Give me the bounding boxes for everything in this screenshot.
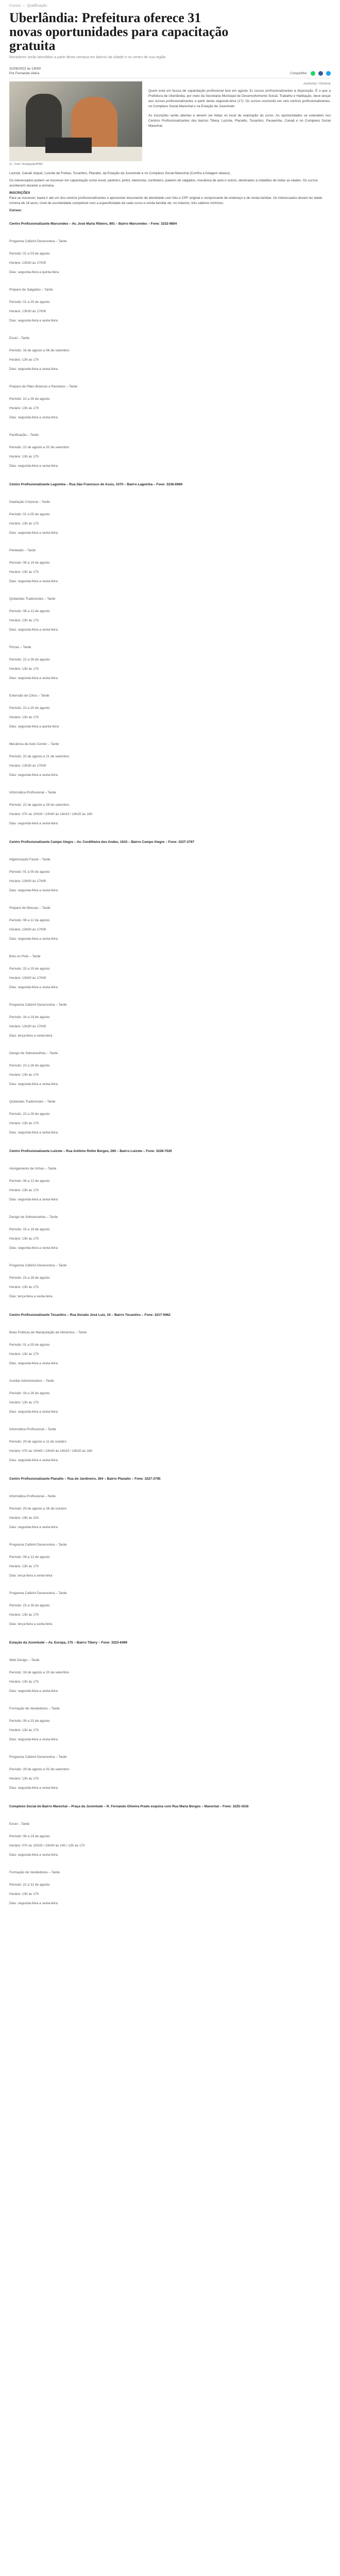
course-detail-line: Período: 23 a 26 de agosto (9, 1604, 50, 1607)
center-heading: Complexo Social do Bairro Marechal – Praça da Juventude – R. Fernando Oliveira Prado esquina com Rua Maria Borges – Marechal – Fone: 3225-1616 (9, 1805, 249, 1808)
course-title: Programa CaféArt Desenvolva – Tarde (9, 1264, 67, 1267)
course-detail-line: Período: 22 a 26 de agosto (9, 397, 50, 401)
center-heading: Centro Profissionalizante Tocantins – Rua Dorado José Luiz, 10 – Bairro Tocantins – Fone: 3217-9462 (9, 1313, 171, 1317)
center-heading: Estação da Juventude – Av. Europa, 175 – Bairro Tibery – Fone: 3223-6499 (9, 1641, 128, 1645)
course-title: Depilação Corporal – Tarde (9, 500, 50, 504)
course-title: Preparo de Salgados – Tarde (9, 288, 53, 292)
article-meta (9, 66, 41, 76)
course-title: Auxiliar Administrativo – Tarde (9, 1379, 54, 1383)
course-detail-line: Dias: segunda-feira a sexta-feira (9, 531, 58, 535)
course-detail-line: Período: 01 a 03 de agosto (9, 252, 50, 256)
course-detail-line: Horário: 07h às 10h40 / 10h40 às 14h20 / 14h20 às 18h (9, 1449, 93, 1453)
course-item (9, 954, 331, 990)
course-detail-line: Horário: 13h30 às 17h00 (9, 261, 46, 265)
photo-laptop (45, 138, 92, 153)
course-detail-line: Horário: 13h às 17h (9, 1122, 39, 1125)
course-detail-line: Período: 15 a 19 de agosto (9, 1228, 50, 1231)
course-detail-line: Período: 16 de agosto a 06 de setembro (9, 349, 70, 352)
course-detail-line: Horário: 13h às 17h (9, 716, 39, 719)
course-detail-line: Horário: 13h às 17h (9, 1892, 39, 1896)
lead-paragraph-1: Quem está em busca de capacitação profissional terá em agosto 31 cursos profissionalizantes à disposição. É o que a Prefeitura de Uberlândia, por meio da Secretaria Municipal de Desenvolvimento Social, Trabalho e Habitação, deve lançar aos cursos profissionalizantes a partir desta segunda-feira (17). Os cursos ocorrerão em seis centros profissionalizantes, no Complexo Social Marechal e na Estação de Juventude. (148, 89, 331, 108)
course-detail-line: Dias: terça-feira a sexta-feira (9, 1034, 53, 1038)
course-item (9, 1379, 331, 1415)
course-item (9, 287, 331, 324)
course-title: Preparo de Pães Brancos e Recheios – Tarde (9, 385, 78, 388)
article-photo (9, 81, 142, 161)
course-title: Penteado – Tarde (9, 549, 36, 552)
course-detail-line: Período: 22 a 31 de agosto (9, 1883, 50, 1887)
course-item (9, 433, 331, 469)
facebook-icon[interactable] (318, 71, 323, 76)
course-detail-line: Horário: 07h às 10h30 / 10h40 às 14h10 / 14h20 às 18h (9, 812, 93, 816)
course-detail-line: Período: 16 de agosto a 20 de setembro (9, 1671, 70, 1674)
course-detail-line: Horário: 07h às 10h30 / 10h40 às 14h / 13h às 17h (9, 1844, 85, 1848)
inscricoes-paragraph: Para se inscrever, basta ir até um dos centros profissionalizantes e apresentar documento de identidade com foto e CPF original e comprovante de endereço e de renda familiar. Os interessados devem ter idade mínima de 16 anos, nível de escolaridade compatível com a especificidade de cada curso e renda familiar de, no máximo, três salários mínimos. (9, 196, 322, 205)
course-item (9, 1494, 331, 1530)
course-detail-line: Horário: 13h às 17h (9, 1073, 39, 1077)
course-title: Quitandas Tradicionais – Tarde (9, 1100, 56, 1104)
course-title: Programa CaféArt Desenvolva – Tarde (9, 1003, 67, 1007)
course-detail-line: Período: 29 de agosto a 11 de outubro (9, 1440, 66, 1444)
note-paragraph: Os interessados podem se inscrever em capacitação como excel, pedreiro, pintor, eletricista, confeiteiro, padeiro de salgados, mecânica de auto e outros, destinados a cidadãos de todas as idades. Os cursos acontecem durante a semana. (9, 179, 318, 188)
course-detail-line: Dias: segunda-feira a sexta-feira (9, 1198, 58, 1201)
course-title: Design de Sobrancelhas – Tarde (9, 1052, 58, 1055)
course-title: Excel – Tarde (9, 336, 30, 340)
course-detail-line: Dias: segunda-feira a sexta-feira (9, 319, 58, 323)
course-detail-line: Dias: segunda-feira a sexta-feira (9, 1362, 58, 1365)
course-detail-line: Horário: 13h às 17h (9, 455, 39, 459)
course-title: Quitandas Tradicionais – Tarde (9, 597, 56, 601)
course-title: Formação de Vendedores – Tarde (9, 1871, 60, 1874)
course-title: Formação de Vendedores – Tarde (9, 1707, 60, 1710)
course-detail-line: Horário: 13h às 17h (9, 1189, 39, 1192)
share-label: Compartilhe: (290, 72, 308, 75)
course-detail-line: Horário: 13h às 17h (9, 570, 39, 574)
course-detail-line: Dias: segunda-feira a sexta-feira (9, 937, 58, 941)
course-item (9, 500, 331, 536)
centers-list (9, 222, 331, 1906)
article-meta-row (9, 66, 331, 76)
course-item (9, 1870, 331, 1906)
lead-image-wrapper (9, 81, 142, 166)
course-detail-line: Dias: segunda-feira a sexta-feira (9, 416, 58, 419)
course-item (9, 384, 331, 420)
course-title: Informática Profissional – Tarde (9, 1428, 56, 1431)
course-item (9, 645, 331, 681)
course-title: Panificação – Tarde (9, 433, 39, 437)
course-detail-line: Dias: segunda-feira a sexta-feira (9, 1082, 58, 1086)
course-detail-line: Horário: 13h às 17h (9, 1728, 39, 1732)
course-detail-line: Horário: 13h às 17h (9, 619, 39, 622)
course-detail-line: Dias: segunda-feira a sexta-feira (9, 1738, 58, 1741)
course-detail-line: Dias: segunda-feira a sexta-feira (9, 822, 58, 825)
course-detail-line: Dias: segunda-feira a quinta-feira (9, 725, 59, 728)
font-size-control[interactable]: Aumentar / Diminuir (303, 82, 331, 86)
course-title: Design de Sobrancelhas – Tarde (9, 1215, 58, 1219)
course-detail-line: Dias: segunda-feira a sexta-feira (9, 1410, 58, 1414)
course-detail-line: Período: 23 a 26 de agosto (9, 1276, 50, 1280)
lead-paragraph-2: As inscrições serão abertas e devem ser feitas no local de realização do curso. As oportunidades se estendem nos Centros Profissionalizantes dos bairros Tibery, Luizote, Planalto, Tocantins, Pacaembu, Canaã e no Complexo Social Marechal. (148, 114, 331, 128)
course-detail-line: Horário: 13h às 17h (9, 667, 39, 671)
course-detail-line: Horário: 13h às 17h (9, 1285, 39, 1289)
course-detail-line: Horário: 13h às 17h (9, 522, 39, 526)
course-item (9, 1658, 331, 1694)
course-detail-line: Dias: segunda-feira a sexta-feira (9, 367, 58, 371)
course-detail-line: Horário: 19h às 22h (9, 1516, 39, 1520)
center-heading: Centro Profissionalizante Marcondes – Av. José Maria Ribeiro, 891 – Bairro Marcondes – Fone: 3232-9804 (9, 222, 177, 226)
course-item (9, 1330, 331, 1366)
course-detail-line: Dias: segunda-feira a sexta-feira (9, 986, 58, 989)
course-detail-line: Dias: terça-feira a sexta-feira (9, 1295, 53, 1298)
course-detail-line: Período: 08 a 12 de agosto (9, 609, 50, 613)
course-detail-line: Período: 01 a 05 de agosto (9, 1343, 50, 1347)
course-title: Bolo no Pote – Tarde (9, 955, 41, 958)
course-detail-line: Dias: segunda-feira a sexta-feira (9, 676, 58, 680)
center-heading: Centro Profissionalizante Campo Alegre – Av. Cordilheira dos Andes, 1615 – Bairro Campo Alegre – Fone: 3227-2767 (9, 840, 195, 844)
course-title: Extensão de Cílios – Tarde (9, 694, 49, 698)
course-detail-line: Período: 09 a 12 de agosto (9, 1555, 50, 1559)
center-heading: Centro Profissionalizante Luizote – Rua Antônio Rolim Borges, 260 – Bairro Luizote – Fone: 3228-7020 (9, 1149, 172, 1153)
course-item (9, 1822, 331, 1858)
course-item (9, 1706, 331, 1742)
breadcrumb (9, 0, 331, 8)
course-item (9, 1215, 331, 1251)
course-detail-line: Período: 01 a 05 de agosto (9, 870, 50, 874)
course-detail-line: Período: 16 a 26 de agosto (9, 1392, 50, 1395)
course-item (9, 239, 331, 275)
course-detail-line: Dias: segunda-feira a sexta-feira (9, 1526, 58, 1529)
course-detail-line: Período: 08 a 12 de agosto (9, 919, 50, 922)
course-title: Mecânica de Auto Center – Tarde (9, 742, 59, 746)
course-title: Programa CaféArt Desenvolva – Tarde (9, 1543, 67, 1547)
breadcrumb-item-cursos[interactable]: Cursos (9, 4, 21, 8)
course-item (9, 1263, 331, 1299)
course-item (9, 1166, 331, 1202)
course-title: Pizzas – Tarde (9, 646, 31, 649)
course-detail-line: Dias: segunda-feira a sexta-feira (9, 1786, 58, 1790)
course-detail-line: Horário: 13h às 17h (9, 1352, 39, 1356)
course-item (9, 906, 331, 942)
share-bar (290, 71, 331, 76)
course-detail-line: Período: 01 a 05 de agosto (9, 513, 50, 516)
course-detail-line: Dias: segunda-feira a sexta-feira (9, 580, 58, 583)
course-title: Programa CaféArt Desenvolva – Tarde (9, 240, 67, 243)
course-detail-line: Dias: segunda-feira a sexta-feira (9, 1853, 58, 1857)
cursos-label: Cursos: (9, 209, 22, 212)
course-detail-line: Dias: segunda-feira a sexta-feira (9, 1689, 58, 1693)
course-title: Alongamento de Unhas – Tarde (9, 1167, 57, 1171)
course-title: Boas Práticas de Manipulação de Alimentos – Tarde (9, 1331, 87, 1334)
course-detail-line: Período: 22 a 26 de agosto (9, 658, 50, 662)
inscricoes-heading: INSCRIÇÕES (9, 191, 30, 195)
author-name: Por Fernanda Vieira (9, 72, 40, 75)
course-detail-line: Período: 29 de agosto a 26 de outubro (9, 1507, 67, 1511)
course-item (9, 597, 331, 633)
course-detail-line: Período: 22 de agosto a 21 de setembro (9, 755, 70, 758)
course-detail-line: Período: 22 a 25 de agosto (9, 706, 50, 710)
course-detail-line: Período: 16 a 19 de agosto (9, 1015, 50, 1019)
breadcrumb-item-qualificacao[interactable]: Qualificação (27, 4, 47, 8)
article-body (9, 171, 331, 1906)
course-detail-line: Período: 01 a 25 de agosto (9, 300, 50, 304)
course-title: Excel – Tarde (9, 1822, 30, 1826)
course-item (9, 1099, 331, 1136)
course-detail-line: Período: 09 a 23 de agosto (9, 1719, 50, 1723)
course-detail-line: Horário: 13h às 17h (9, 1613, 39, 1617)
course-item (9, 1003, 331, 1039)
course-detail-line: Horário: 13h às 17h (9, 1401, 39, 1404)
course-title: Preparo de Massas – Tarde (9, 906, 50, 910)
article-subtitle: Moradores serão atendidos a partir desta semana em bairros da cidade e no centro de sua região (9, 56, 166, 59)
course-detail-line: Dias: terça-feira a sexta-feira (9, 1574, 53, 1578)
course-detail-line: Período: 22 a 26 de agosto (9, 1064, 50, 1067)
course-title: Informática Profissional – Tarde (9, 791, 56, 794)
course-item (9, 336, 331, 372)
course-detail-line: Período: 22 de agosto a 02 de setembro (9, 446, 70, 449)
course-detail-line: Horário: 13h às 17h (9, 1237, 39, 1241)
center-heading: Centro Profissionalizante Lagoinha – Rua São Francisco de Assis, 1070 – Bairro Lagoinha – Fone: 3236-6969 (9, 483, 183, 486)
course-detail-line: Horário: 13h00 às 17h00 (9, 976, 46, 980)
course-item (9, 548, 331, 584)
course-detail-line: Dias: terça-feira a sexta-feira (9, 1622, 53, 1626)
course-item (9, 1591, 331, 1627)
course-detail-line: Período: 22 de agosto a 29 de setembro (9, 803, 70, 807)
course-item (9, 693, 331, 730)
course-detail-line: Dias: segunda-feira a sexta-feira (9, 1902, 58, 1905)
course-detail-line: Horário: 13h30 às 17h00 (9, 310, 46, 313)
image-caption: (!) - Foto: Divulgação/PMU (9, 163, 43, 166)
course-item (9, 1543, 331, 1579)
twitter-icon[interactable] (326, 71, 331, 76)
course-detail-line: Horário: 13h às 17h (9, 358, 39, 362)
course-title: Web Design – Tarde (9, 1658, 40, 1662)
course-item (9, 742, 331, 778)
course-detail-line: Dias: segunda-feira a sexta-feira (9, 889, 58, 892)
course-detail-line: Dias: segunda-feira a sexta-feira (9, 1246, 58, 1250)
course-item (9, 1051, 331, 1087)
center-heading: Centro Profissionalizante Planalto – Rua do Jardineiro, 364 – Bairro Planalto – Fone: 3227-2795 (9, 1477, 161, 1481)
course-detail-line: Período: 22 a 26 de agosto (9, 1112, 50, 1116)
lead-text (148, 81, 331, 166)
publish-date: 31/08/2022 às 13h00 (9, 67, 41, 71)
course-detail-line: Período: 08 a 12 de agosto (9, 1179, 50, 1183)
course-item (9, 857, 331, 893)
course-detail-line: Horário: 13h00 às 17h00 (9, 928, 46, 931)
lead-section (9, 81, 331, 166)
course-detail-line: Horário: 13h às 17h (9, 406, 39, 410)
course-item (9, 1427, 331, 1463)
course-title: Higienização Facial – Tarde (9, 858, 50, 861)
course-title: Programa CaféArt Desenvolva – Tarde (9, 1591, 67, 1595)
course-detail-line: Dias: segunda-feira a sexta-feira (9, 1459, 58, 1462)
course-detail-line: Dias: segunda-feira a quinta-feira (9, 270, 59, 274)
course-detail-line: Horário: 13h às 17h (9, 1680, 39, 1684)
course-detail-line: Horário: 13h00 às 17h00 (9, 879, 46, 883)
course-detail-line: Período: 29 de agosto a 02 de setembro (9, 1768, 70, 1771)
course-detail-line: Período: 15 a 19 de agosto (9, 967, 50, 971)
course-title: Programa CaféArt Desenvolva – Tarde (9, 1755, 67, 1759)
article-title: Uberlândia: Prefeitura oferece 31 novas oportunidades para capacitação gratuita (9, 10, 229, 53)
full-paragraph: Luizote, Canaã Jóquei, Luizote de Freitas, Tocantins, Planalto, da Estação da Juventude e no Complexo Social Marechal (Confira a listagem abaixo). (9, 172, 231, 175)
course-title: Informática Profissional – Noite (9, 1495, 56, 1498)
course-item (9, 790, 331, 826)
whatsapp-icon[interactable] (311, 71, 315, 76)
course-item (9, 1755, 331, 1791)
course-detail-line: Horário: 13h30 às 17h00 (9, 764, 46, 768)
course-detail-line: Dias: segunda-feira a sexta-feira (9, 1131, 58, 1134)
course-detail-line: Horário: 13h às 17h (9, 1777, 39, 1781)
course-detail-line: Dias: segunda-feira a sexta-feira (9, 464, 58, 468)
course-detail-line: Horário: 13h30 às 17h00 (9, 1025, 46, 1028)
course-detail-line: Horário: 13h às 17h (9, 1565, 39, 1568)
course-detail-line: Dias: segunda-feira a sexta-feira (9, 773, 58, 777)
course-detail-line: Período: 08 a 19 de agosto (9, 561, 50, 565)
course-detail-line: Dias: segunda-feira a sexta-feira (9, 628, 58, 632)
breadcrumb-separator: › (23, 4, 25, 8)
course-detail-line: Período: 08 a 19 de agosto (9, 1835, 50, 1838)
